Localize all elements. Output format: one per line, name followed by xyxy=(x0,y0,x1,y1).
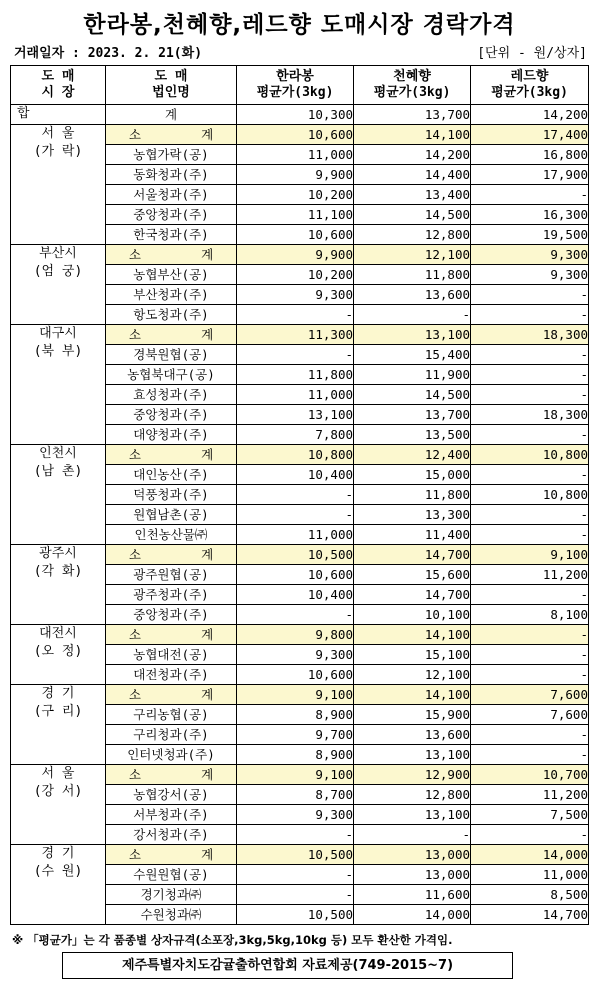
price-cell: 11,800 xyxy=(354,485,471,505)
corp-name: 원협남촌(공) xyxy=(106,505,237,525)
market-name-line: 서 울 xyxy=(41,126,75,141)
price-cell: - xyxy=(471,585,589,605)
price-cell: 8,500 xyxy=(471,885,589,905)
corp-name: 강서청과(주) xyxy=(106,825,237,845)
price-cell: 10,400 xyxy=(237,465,354,485)
price-cell: 15,400 xyxy=(354,345,471,365)
price-cell: 9,100 xyxy=(237,685,354,705)
unit-label: [단위 - 원/상자] xyxy=(477,46,587,61)
market-name-line: 대구시 xyxy=(39,326,77,341)
price-cell: 10,600 xyxy=(237,225,354,245)
market-cell xyxy=(11,445,106,545)
price-cell: - xyxy=(471,425,589,445)
price-cell: 13,700 xyxy=(354,405,471,425)
corp-name: 중앙청과(주) xyxy=(106,405,237,425)
market-name-line: 인천시 xyxy=(39,446,77,461)
price-cell: 13,000 xyxy=(354,845,471,865)
price-cell: - xyxy=(471,525,589,545)
price-cell: 15,600 xyxy=(354,565,471,585)
market-cell xyxy=(11,545,106,625)
price-cell: - xyxy=(471,285,589,305)
price-cell: 9,900 xyxy=(237,165,354,185)
subtotal-row xyxy=(11,685,589,705)
corp-name: 수원원협(공) xyxy=(106,865,237,885)
total-label-a: 합 xyxy=(11,105,106,125)
price-cell: 10,800 xyxy=(237,445,354,465)
corp-name: 농협대전(공) xyxy=(106,645,237,665)
price-cell: 13,300 xyxy=(354,505,471,525)
price-cell: 9,300 xyxy=(237,805,354,825)
price-cell: 13,100 xyxy=(354,325,471,345)
price-cell: 14,500 xyxy=(354,385,471,405)
price-cell: 8,900 xyxy=(237,705,354,725)
price-cell: 9,100 xyxy=(237,765,354,785)
total-value: 13,700 xyxy=(354,105,471,125)
price-cell: 13,100 xyxy=(354,805,471,825)
subtotal-row xyxy=(11,325,589,345)
corp-name: 소 계 xyxy=(106,845,237,865)
market-cell xyxy=(11,845,106,925)
price-cell: - xyxy=(237,505,354,525)
market-name-line: 부산시 xyxy=(39,246,77,261)
total-value: 14,200 xyxy=(471,105,589,125)
price-cell: 9,300 xyxy=(471,265,589,285)
price-cell: 8,700 xyxy=(237,785,354,805)
price-cell: - xyxy=(471,725,589,745)
price-cell: 9,300 xyxy=(471,245,589,265)
header-redhyang: 레드향 평균가(3kg) xyxy=(471,66,589,105)
price-cell: 13,400 xyxy=(354,185,471,205)
price-cell: - xyxy=(471,185,589,205)
table-header-row xyxy=(11,66,589,105)
price-cell: 9,900 xyxy=(237,245,354,265)
price-cell: 7,600 xyxy=(471,705,589,725)
price-cell: 14,700 xyxy=(354,545,471,565)
price-cell: 14,500 xyxy=(354,205,471,225)
subtotal-row xyxy=(11,845,589,865)
corp-name: 중앙청과(주) xyxy=(106,605,237,625)
price-cell: 12,100 xyxy=(354,245,471,265)
price-cell: - xyxy=(237,345,354,365)
price-cell: 16,800 xyxy=(471,145,589,165)
price-cell: 8,900 xyxy=(237,745,354,765)
corp-name: 효성청과(주) xyxy=(106,385,237,405)
trade-date: 거래일자 : 2023. 2. 21(화) xyxy=(14,46,203,61)
price-cell: 14,700 xyxy=(354,585,471,605)
price-cell: 13,500 xyxy=(354,425,471,445)
subtotal-row xyxy=(11,245,589,265)
price-cell: - xyxy=(471,825,589,845)
price-cell: 12,900 xyxy=(354,765,471,785)
price-cell: - xyxy=(471,465,589,485)
corp-name: 부산청과(주) xyxy=(106,285,237,305)
price-cell: 17,900 xyxy=(471,165,589,185)
price-cell: - xyxy=(237,485,354,505)
total-label-b: 계 xyxy=(106,105,237,125)
price-cell: 11,200 xyxy=(471,785,589,805)
price-cell: 11,000 xyxy=(237,525,354,545)
footnote: ※ 「평균가」는 각 품종별 상자규격(소포장,3kg,5kg,10kg 등) 모두 환산한 가격임. xyxy=(12,933,453,947)
price-cell: 12,400 xyxy=(354,445,471,465)
corp-name: 항도청과(주) xyxy=(106,305,237,325)
market-cell xyxy=(11,625,106,685)
subtotal-row xyxy=(11,765,589,785)
corp-name: 소 계 xyxy=(106,325,237,345)
corp-name: 인터넷청과(주) xyxy=(106,745,237,765)
price-cell: 13,100 xyxy=(354,745,471,765)
price-cell: 14,100 xyxy=(354,125,471,145)
price-cell: 10,400 xyxy=(237,585,354,605)
corp-name: 소 계 xyxy=(106,445,237,465)
price-cell: 7,800 xyxy=(237,425,354,445)
price-cell: 18,300 xyxy=(471,405,589,425)
price-cell: - xyxy=(471,505,589,525)
price-cell: 8,100 xyxy=(471,605,589,625)
corp-name: 동화청과(주) xyxy=(106,165,237,185)
price-cell: 14,100 xyxy=(354,625,471,645)
price-cell: - xyxy=(237,305,354,325)
corp-name: 대양청과(주) xyxy=(106,425,237,445)
price-cell: 10,700 xyxy=(471,765,589,785)
market-name-line: 광주시 xyxy=(39,546,77,561)
header-hallabong: 한라봉 평균가(3kg) xyxy=(237,66,354,105)
subtotal-row xyxy=(11,125,589,145)
price-cell: 11,900 xyxy=(354,365,471,385)
price-cell: 14,200 xyxy=(354,145,471,165)
price-cell: 10,600 xyxy=(237,665,354,685)
header-corp: 도 매 법인명 xyxy=(106,66,237,105)
price-cell: 10,600 xyxy=(237,125,354,145)
price-cell: - xyxy=(237,605,354,625)
market-name-line: 경 기 xyxy=(41,846,75,861)
market-name-line: 경 기 xyxy=(41,686,75,701)
price-cell: 13,100 xyxy=(237,405,354,425)
price-cell: 14,000 xyxy=(354,905,471,925)
price-cell: 9,300 xyxy=(237,285,354,305)
market-cell xyxy=(11,245,106,325)
price-cell: 11,800 xyxy=(354,265,471,285)
price-cell: 9,800 xyxy=(237,625,354,645)
price-cell: - xyxy=(237,865,354,885)
subtotal-row xyxy=(11,625,589,645)
price-cell: 11,300 xyxy=(237,325,354,345)
price-cell: 9,100 xyxy=(471,545,589,565)
corp-name: 구리농협(공) xyxy=(106,705,237,725)
price-cell: 7,600 xyxy=(471,685,589,705)
market-name-line: (각 화) xyxy=(33,564,83,579)
price-cell: 10,200 xyxy=(237,185,354,205)
price-cell: 15,900 xyxy=(354,705,471,725)
corp-name: 덕풍청과(주) xyxy=(106,485,237,505)
price-cell: - xyxy=(354,825,471,845)
corp-name: 한국청과(주) xyxy=(106,225,237,245)
price-cell: 13,000 xyxy=(354,865,471,885)
price-cell: 18,300 xyxy=(471,325,589,345)
price-cell: - xyxy=(471,305,589,325)
market-cell xyxy=(11,765,106,845)
price-cell: 13,600 xyxy=(354,725,471,745)
price-cell: 11,800 xyxy=(237,365,354,385)
header-cheonhyehyang: 천혜향 평균가(3kg) xyxy=(354,66,471,105)
price-cell: 10,800 xyxy=(471,485,589,505)
market-name-line: (오 정) xyxy=(33,644,83,659)
price-cell: 11,200 xyxy=(471,565,589,585)
price-cell: - xyxy=(237,885,354,905)
corp-name: 소 계 xyxy=(106,545,237,565)
price-cell: 12,800 xyxy=(354,785,471,805)
price-cell: - xyxy=(237,825,354,845)
price-cell: 7,500 xyxy=(471,805,589,825)
market-cell xyxy=(11,685,106,765)
page-title: 한라봉,천혜향,레드향 도매시장 경락가격 xyxy=(83,12,516,38)
market-name-line: (수 원) xyxy=(33,864,83,879)
price-cell: 19,500 xyxy=(471,225,589,245)
price-cell: 13,600 xyxy=(354,285,471,305)
price-cell: - xyxy=(471,625,589,645)
price-cell: 17,400 xyxy=(471,125,589,145)
market-name-line: (엄 궁) xyxy=(33,264,83,279)
price-cell: 10,600 xyxy=(237,565,354,585)
price-cell: - xyxy=(471,345,589,365)
corp-name: 농협부산(공) xyxy=(106,265,237,285)
price-cell: 11,600 xyxy=(354,885,471,905)
corp-name: 인천농산물㈜ xyxy=(106,525,237,545)
corp-name: 서부청과(주) xyxy=(106,805,237,825)
price-cell: 11,000 xyxy=(237,145,354,165)
price-cell: 11,000 xyxy=(471,865,589,885)
corp-name: 경기청과㈜ xyxy=(106,885,237,905)
price-cell: 10,500 xyxy=(237,545,354,565)
market-name-line: (가 락) xyxy=(33,144,83,159)
price-cell: 16,300 xyxy=(471,205,589,225)
corp-name: 소 계 xyxy=(106,245,237,265)
price-cell: 15,000 xyxy=(354,465,471,485)
price-cell: 9,700 xyxy=(237,725,354,745)
market-name-line: 서 울 xyxy=(41,766,75,781)
corp-name: 대전청과(주) xyxy=(106,665,237,685)
price-cell: 10,800 xyxy=(471,445,589,465)
market-name-line: (구 리) xyxy=(33,704,83,719)
price-cell: - xyxy=(471,745,589,765)
market-name-line: (남 촌) xyxy=(33,464,83,479)
price-cell: 11,000 xyxy=(237,385,354,405)
price-cell: 15,100 xyxy=(354,645,471,665)
corp-name: 소 계 xyxy=(106,765,237,785)
corp-name: 농협북대구(공) xyxy=(106,365,237,385)
price-cell: 12,800 xyxy=(354,225,471,245)
price-cell: 14,000 xyxy=(471,845,589,865)
price-cell: 12,100 xyxy=(354,665,471,685)
corp-name: 농협강서(공) xyxy=(106,785,237,805)
header-market: 도 매 시 장 xyxy=(11,66,106,105)
price-table xyxy=(10,65,589,925)
corp-name: 대인농산(주) xyxy=(106,465,237,485)
market-cell xyxy=(11,325,106,445)
price-cell: 10,100 xyxy=(354,605,471,625)
price-cell: - xyxy=(471,645,589,665)
price-cell: 10,200 xyxy=(237,265,354,285)
subtotal-row xyxy=(11,545,589,565)
price-cell: 14,400 xyxy=(354,165,471,185)
price-cell: 11,400 xyxy=(354,525,471,545)
price-cell: 11,100 xyxy=(237,205,354,225)
market-name-line: (강 서) xyxy=(33,784,83,799)
price-cell: 10,500 xyxy=(237,905,354,925)
market-name-line: (북 부) xyxy=(33,344,83,359)
price-cell: - xyxy=(471,385,589,405)
corp-name: 소 계 xyxy=(106,625,237,645)
corp-name: 농협가락(공) xyxy=(106,145,237,165)
market-name-line: 대전시 xyxy=(39,626,77,641)
corp-name: 소 계 xyxy=(106,685,237,705)
price-cell: 10,500 xyxy=(237,845,354,865)
total-value: 10,300 xyxy=(237,105,354,125)
price-cell: - xyxy=(354,305,471,325)
price-cell: - xyxy=(471,665,589,685)
corp-name: 서울청과(주) xyxy=(106,185,237,205)
source-credit: 제주특별자치도감귤출하연합회 자료제공(749-2015~7) xyxy=(62,952,513,979)
subtotal-row xyxy=(11,445,589,465)
price-cell: 14,100 xyxy=(354,685,471,705)
total-row xyxy=(11,105,589,125)
corp-name: 경북원협(공) xyxy=(106,345,237,365)
price-cell: - xyxy=(471,365,589,385)
corp-name: 중앙청과(주) xyxy=(106,205,237,225)
price-cell: 9,300 xyxy=(237,645,354,665)
corp-name: 구리청과(주) xyxy=(106,725,237,745)
corp-name: 소 계 xyxy=(106,125,237,145)
corp-name: 광주청과(주) xyxy=(106,585,237,605)
market-cell xyxy=(11,125,106,245)
corp-name: 수원청과㈜ xyxy=(106,905,237,925)
price-cell: 14,700 xyxy=(471,905,589,925)
corp-name: 광주원협(공) xyxy=(106,565,237,585)
